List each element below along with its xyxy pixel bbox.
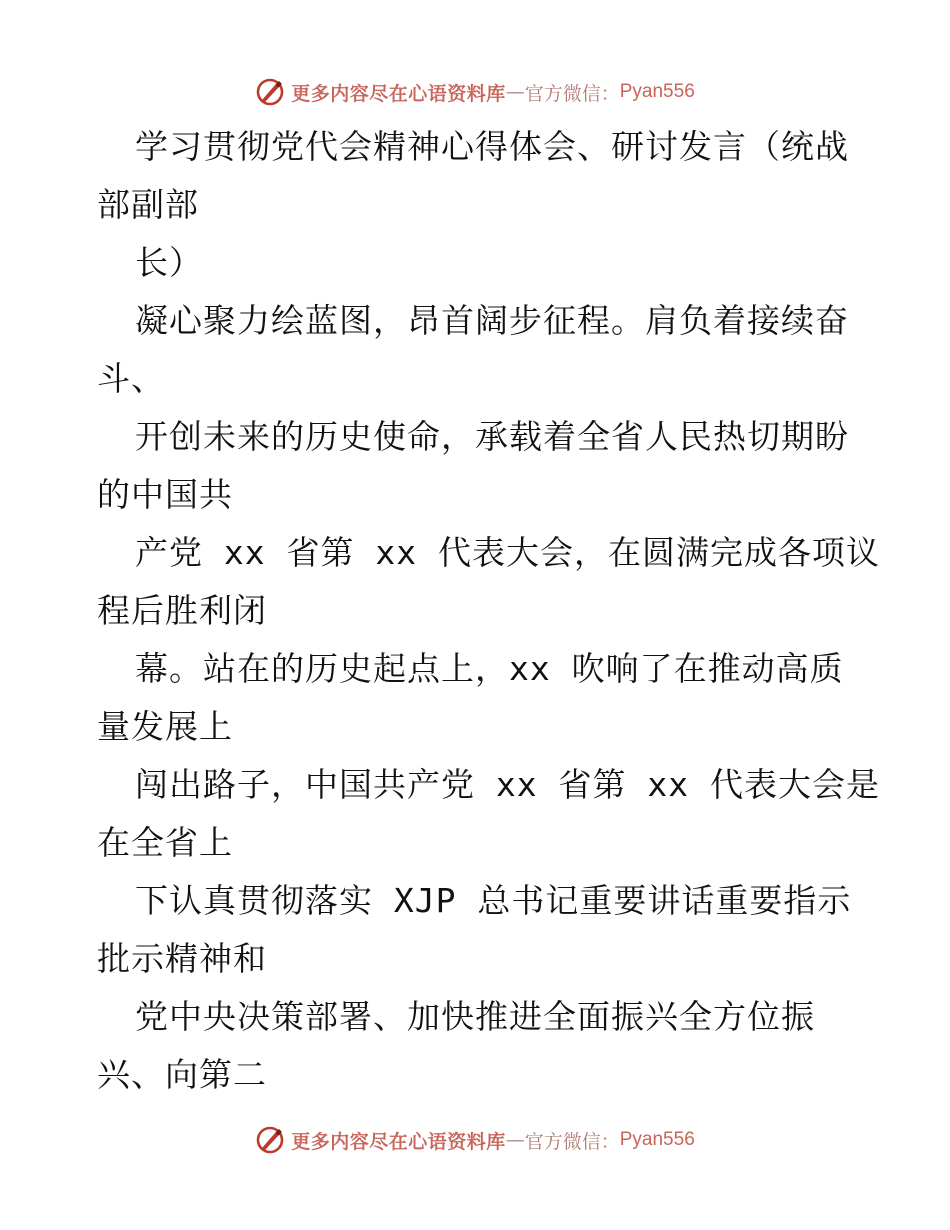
text-line: 斗、: [97, 359, 165, 398]
text-line: 量发展上: [97, 707, 233, 746]
pen-logo-icon: [255, 77, 285, 107]
footer-watermark-banner: [0, 1120, 950, 1160]
banner-account: Pyan556: [619, 81, 695, 102]
pen-logo-icon: [255, 1125, 285, 1155]
text-line: 凝心聚力绘蓝图，昂首阔步征程。肩负着接续奋: [135, 301, 849, 340]
text-line: 开创未来的历史使命，承载着全省人民热切期盼: [135, 417, 849, 456]
banner-label: 官方微信：: [524, 1130, 620, 1153]
text-line: 产党 xx 省第 xx 代表大会，在圆满完成各项议: [135, 533, 880, 572]
document-body: [97, 118, 880, 1104]
banner-brand: 更多内容尽在心语资料库: [291, 82, 506, 105]
banner-brand: 更多内容尽在心语资料库: [291, 1130, 506, 1153]
banner-separator: —: [505, 81, 525, 103]
text-line: 党中央决策部署、加快推进全面振兴全方位振: [135, 997, 815, 1036]
text-line: 长）: [135, 243, 203, 282]
banner-separator: —: [505, 1129, 525, 1151]
header-watermark-banner: [0, 72, 950, 112]
text-line: 部副部: [97, 185, 199, 224]
banner-account: Pyan556: [619, 1129, 695, 1150]
text-line: 程后胜利闭: [97, 591, 267, 630]
text-line: 批示精神和: [97, 939, 267, 978]
text-line: 下认真贯彻落实 XJP 总书记重要讲话重要指示: [135, 881, 852, 920]
text-line: 的中国共: [97, 475, 233, 514]
banner-label: 官方微信：: [524, 82, 620, 105]
text-line: 兴、向第二: [97, 1055, 267, 1094]
text-line: 在全省上: [97, 823, 233, 862]
text-line: 幕。站在的历史起点上，xx 吹响了在推动高质: [135, 649, 844, 688]
text-line: 学习贯彻党代会精神心得体会、研讨发言（统战: [135, 127, 849, 166]
text-line: 闯出路子，中国共产党 xx 省第 xx 代表大会是: [135, 765, 880, 804]
